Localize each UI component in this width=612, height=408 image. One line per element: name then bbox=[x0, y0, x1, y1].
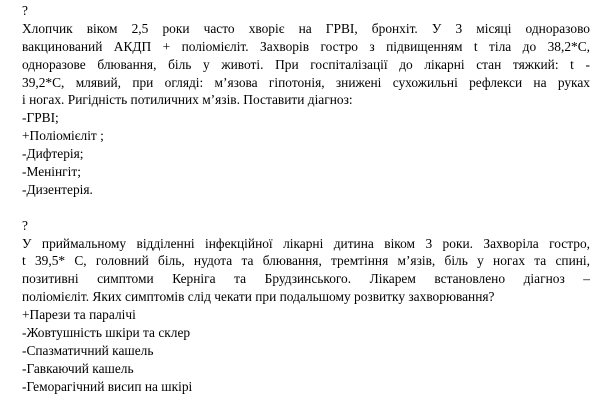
paragraph-spacer bbox=[22, 199, 590, 217]
document-page bbox=[22, 2, 590, 396]
answer-option: -Спазматичний кашель bbox=[22, 342, 154, 358]
answer-option: -Менінгіт; bbox=[22, 164, 81, 180]
question-text-line: вакцинований АКДП + поліомієліт. Захворів гостро з підвищенням t тіла до 38,2*С, bbox=[22, 38, 590, 54]
question-2 bbox=[22, 217, 590, 396]
answer-option-correct: +Поліомієліт ; bbox=[22, 128, 104, 144]
question-text-line: Хлопчик віком 2,5 роки часто хворіє на ГРВІ, бронхіт. У 3 місяці одноразово bbox=[22, 20, 590, 36]
question-text-line: і ногах. Ригідність потиличних м’язів. Поставити діагноз: bbox=[22, 92, 353, 108]
answer-option: -ГРВІ; bbox=[22, 110, 59, 126]
answer-option-correct: +Парези та паралічі bbox=[22, 307, 136, 323]
question-text-line: поліомієліт. Яких симптомів слід чекати при подальшому розвитку захворювання? bbox=[22, 289, 495, 305]
question-marker: ? bbox=[22, 3, 28, 18]
question-1 bbox=[22, 2, 590, 199]
answer-option: -Геморагічний висип на шкірі bbox=[22, 378, 193, 394]
question-text-line: 39,2*С, млявий, при огляді: м’язова гіпотонія, знижені сухожильні рефлекси на руках bbox=[22, 74, 590, 90]
question-text-line: позитивні симптоми Керніга та Брудзинського. Лікарем встановлено діагноз – bbox=[22, 271, 590, 287]
answer-option: -Гавкаючий кашель bbox=[22, 360, 134, 376]
question-text-line: У приймальному відділенні інфекційної лікарні дитина віком 3 роки. Захворіла гостро, bbox=[22, 235, 590, 251]
answer-option: -Дизентерія. bbox=[22, 181, 93, 197]
answer-option: -Дифтерія; bbox=[22, 146, 84, 162]
question-text-line: одноразове блювання, біль у животі. При госпіталізації до лікарні стан тяжкий: t - bbox=[22, 56, 590, 72]
answer-option: -Жовтушність шкіри та склер bbox=[22, 325, 191, 341]
question-text-line: t 39,5* С, головний біль, нудота та блювання, тремтіння м’язів, біль у ногах та спині, bbox=[22, 253, 590, 269]
question-marker: ? bbox=[22, 217, 28, 233]
